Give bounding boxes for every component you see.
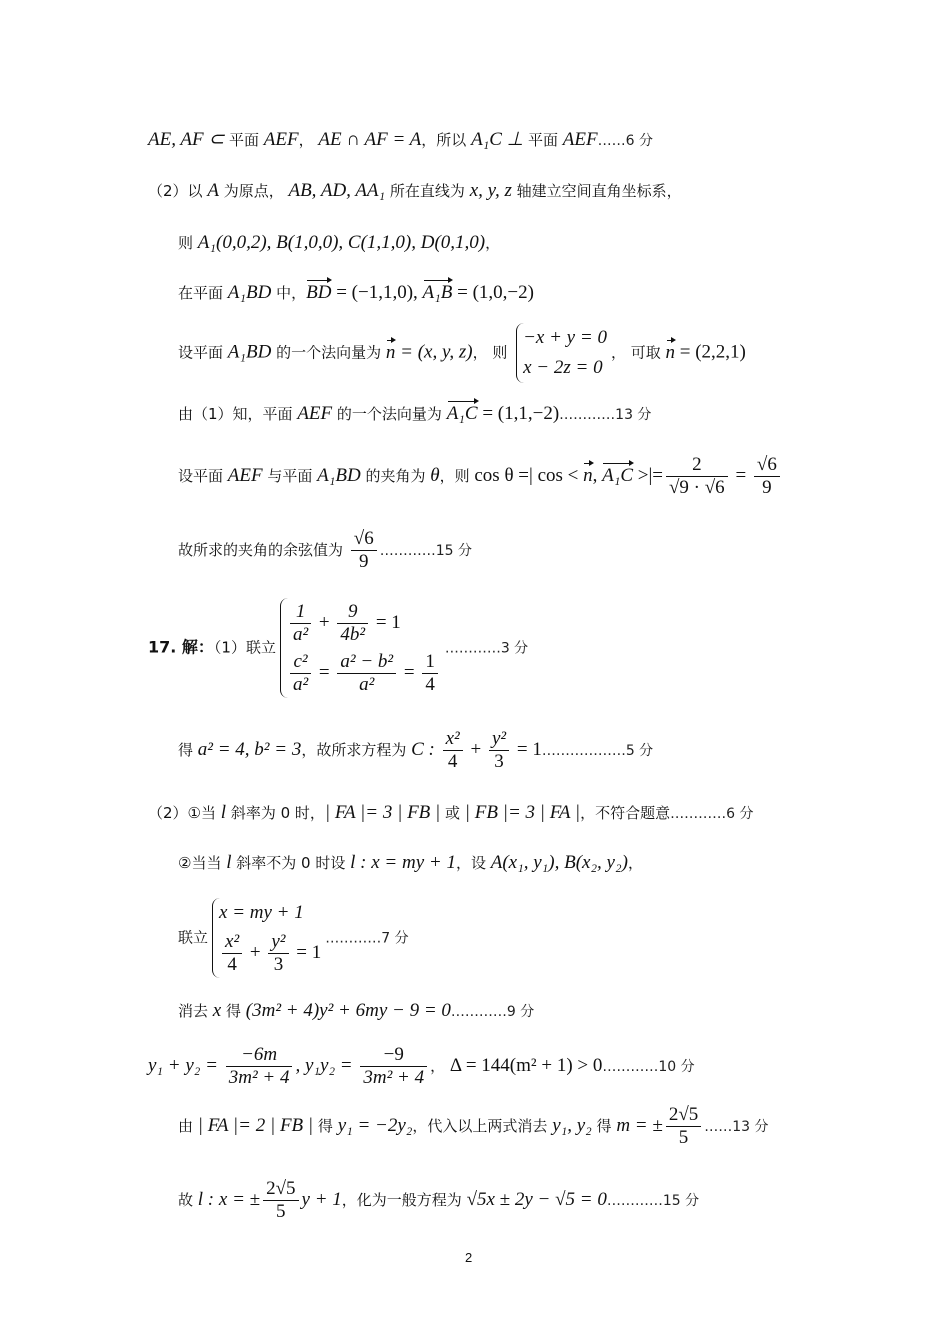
text: ，所以 xyxy=(421,131,472,149)
text: 为原点， xyxy=(218,182,289,200)
text: 在平面 xyxy=(178,284,228,302)
text: 则 xyxy=(178,234,198,252)
line-15 xyxy=(148,1044,695,1089)
math: y + 1 xyxy=(301,1189,342,1210)
line-7 xyxy=(178,454,783,499)
vector-n: n xyxy=(583,465,593,486)
text: 设平面 xyxy=(178,343,228,362)
text: （1）联立 xyxy=(213,638,276,657)
text: （2）①当 xyxy=(148,804,221,822)
math: A₁BD xyxy=(317,465,361,486)
score: …………7 分 xyxy=(325,930,409,947)
problem-label: 17. 解： xyxy=(148,637,214,657)
text: 斜率为 0 时， xyxy=(226,804,325,822)
math: y₁, y₂ xyxy=(552,1115,592,1136)
numerator: a² − b² xyxy=(337,651,396,674)
text: 所在直线为 xyxy=(385,182,470,200)
fraction xyxy=(263,1178,298,1223)
text: 轴建立空间直角坐标系， xyxy=(511,182,682,200)
numerator: 1 xyxy=(422,651,438,674)
math: θ xyxy=(430,465,440,486)
text: ， xyxy=(298,131,319,149)
math: l xyxy=(220,802,227,823)
math: AE ∩ AF = A xyxy=(318,129,422,150)
fraction xyxy=(443,728,463,773)
numerator: 2√5 xyxy=(666,1104,701,1127)
fraction xyxy=(222,931,242,976)
denominator: a² xyxy=(292,624,309,645)
equation: x − 2z = 0 xyxy=(523,357,603,378)
text: 平面 xyxy=(528,131,563,149)
math: Δ = 144(m² + 1) > 0 xyxy=(449,1055,603,1076)
math: AEF xyxy=(263,129,299,150)
fraction xyxy=(489,728,509,773)
text: 消去 xyxy=(178,1002,213,1020)
math: = (1,1,−2) xyxy=(477,403,560,424)
score: …………6 分 xyxy=(670,806,754,822)
text: 故 xyxy=(178,1191,198,1209)
text: ， 可取 xyxy=(610,343,666,362)
vector-a1c: A₁C xyxy=(602,465,634,486)
math: A(x₁, y₁), B(x₂, y₂) xyxy=(490,852,628,873)
line-9 xyxy=(148,598,528,698)
denominator: 5 xyxy=(276,1201,286,1222)
math: = (1,0,−2) xyxy=(452,282,534,303)
text: 斜率不为 0 时设 xyxy=(231,854,351,872)
score: ………………5 分 xyxy=(541,743,654,759)
equation: −x + y = 0 xyxy=(523,327,607,348)
math: = xyxy=(314,662,335,683)
math: = xyxy=(399,662,420,683)
vector-a1c: A₁C xyxy=(446,403,478,424)
numerator: √6 xyxy=(351,528,377,551)
score: ……13 分 xyxy=(704,1119,769,1135)
text: 设平面 xyxy=(178,467,228,485)
score: …………10 分 xyxy=(602,1059,695,1075)
line-2 xyxy=(148,180,682,202)
fraction xyxy=(226,1044,293,1089)
vector-bd: BD xyxy=(306,282,332,303)
line-6 xyxy=(178,403,651,426)
score: …………9 分 xyxy=(450,1004,535,1020)
line-17 xyxy=(178,1178,699,1223)
text: ， xyxy=(430,1057,450,1075)
math: | FA |= 2 | FB | xyxy=(197,1115,314,1136)
text: ，故所求方程为 xyxy=(301,741,412,759)
numerator: 2 xyxy=(666,454,728,477)
math: + xyxy=(465,739,486,760)
math: AEF xyxy=(227,465,263,486)
denominator: 5 xyxy=(678,1127,689,1148)
text: 由 xyxy=(178,1117,198,1135)
denominator: 9 xyxy=(359,551,369,572)
fraction xyxy=(360,1044,427,1089)
vector-a1b: A₁B xyxy=(422,282,453,303)
numerator: 2√5 xyxy=(263,1178,298,1201)
line-1 xyxy=(148,129,653,152)
fraction xyxy=(754,454,780,499)
math: y₁ + y₂ = xyxy=(148,1055,223,1076)
score: …………13 分 xyxy=(559,407,652,423)
math: y₁ = −2y₂ xyxy=(337,1115,413,1136)
line-16 xyxy=(178,1104,769,1149)
numerator: √6 xyxy=(754,454,780,477)
denominator: 4b² xyxy=(340,624,366,645)
math: C : xyxy=(411,739,440,760)
denominator: 3 xyxy=(494,751,504,772)
fraction xyxy=(351,528,377,573)
denominator: √9 · √6 xyxy=(669,477,725,498)
text: 与平面 xyxy=(262,467,318,485)
fraction xyxy=(337,601,368,646)
line-14 xyxy=(178,1000,534,1023)
math: | FB |= 3 | FA | xyxy=(464,802,581,823)
score: …………15 分 xyxy=(379,543,472,559)
vector-n: n xyxy=(385,341,396,363)
text: （2）以 xyxy=(148,182,208,200)
numerator: c² xyxy=(290,651,311,674)
text: ， 则 xyxy=(472,343,513,362)
math: (3m² + 4)y² + 6my − 9 = 0 xyxy=(245,1000,451,1021)
math: l xyxy=(226,852,232,873)
denominator: 3m² + 4 xyxy=(363,1067,425,1088)
denominator: 4 xyxy=(425,674,435,695)
fraction xyxy=(422,651,438,696)
numerator: y² xyxy=(489,728,509,751)
denominator: 4 xyxy=(227,954,237,975)
denominator: a² xyxy=(359,674,375,695)
text: 的一个法向量为 xyxy=(332,405,447,423)
math: + xyxy=(245,942,266,963)
text: 平面 xyxy=(229,131,264,149)
denominator: 3 xyxy=(273,954,284,975)
line-8 xyxy=(178,528,472,573)
equation-system xyxy=(516,323,607,383)
fraction xyxy=(666,1104,701,1149)
numerator: −9 xyxy=(360,1044,427,1067)
math: m = ± xyxy=(616,1115,663,1136)
text: 故所求的夹角的余弦值为 xyxy=(178,541,348,559)
line-5 xyxy=(178,323,746,383)
numerator: 1 xyxy=(290,601,311,624)
score: …………15 分 xyxy=(606,1193,700,1209)
math: AEF xyxy=(562,129,598,150)
math: , y₁y₂ = xyxy=(295,1055,358,1076)
math: a² = 4, b² = 3 xyxy=(197,739,302,760)
numerator: −6m xyxy=(226,1044,293,1067)
math: l : x = ± xyxy=(197,1189,261,1210)
text: 得 xyxy=(221,1002,246,1020)
text: ， xyxy=(485,234,501,252)
math: = 1 xyxy=(291,942,322,963)
math: x xyxy=(212,1000,222,1021)
text: 得 xyxy=(313,1117,338,1135)
math: A₁BD xyxy=(227,341,272,363)
math: = (−1,1,0), xyxy=(331,282,423,303)
math: >|= xyxy=(633,465,663,486)
score: ……6 分 xyxy=(597,133,653,149)
text: 的夹角为 xyxy=(360,467,431,485)
fraction xyxy=(666,454,728,499)
math: AE, AF ⊂ xyxy=(148,129,230,150)
fraction xyxy=(290,601,311,646)
line-3 xyxy=(178,232,500,254)
text: 联立 xyxy=(178,928,209,947)
text: ，不符合题意 xyxy=(580,804,671,822)
denominator: 4 xyxy=(447,751,458,772)
text: 由（1）知，平面 xyxy=(178,405,298,423)
math: l : x = my + 1 xyxy=(350,852,456,873)
numerator: 9 xyxy=(337,601,368,624)
text: 的一个法向量为 xyxy=(271,343,386,362)
math: AB, AD, AA₁ xyxy=(288,180,386,201)
math: A xyxy=(207,180,219,201)
equation-system xyxy=(280,598,441,698)
math: cos θ =| cos < xyxy=(474,465,584,486)
math: x, y, z xyxy=(469,180,512,201)
text: ②当当 xyxy=(178,854,227,872)
fraction xyxy=(268,931,288,976)
numerator: y² xyxy=(268,931,288,954)
denominator: 3m² + 4 xyxy=(228,1067,290,1088)
math: | FA |= 3 | FB | xyxy=(324,802,446,823)
math: AEF xyxy=(297,403,333,424)
math: = 1 xyxy=(371,612,401,633)
math: A₁BD xyxy=(227,282,272,303)
numerator: x² xyxy=(222,931,242,954)
fraction xyxy=(337,651,396,696)
text: ，代入以上两式消去 xyxy=(412,1117,553,1135)
math: = 1 xyxy=(512,739,542,760)
line-13 xyxy=(178,898,409,978)
line-12 xyxy=(178,852,643,874)
math: A₁(0,0,2), B(1,0,0), C(1,1,0), D(0,1,0) xyxy=(197,232,486,253)
line-11 xyxy=(148,802,754,825)
score: …………3 分 xyxy=(444,640,529,657)
math: = (2,2,1) xyxy=(675,341,746,363)
equation: x = my + 1 xyxy=(219,902,304,923)
text: 得 xyxy=(591,1117,617,1135)
text: ，化为一般方程为 xyxy=(341,1191,467,1209)
math: = (x, y, z) xyxy=(395,341,473,363)
math: A₁C ⊥ xyxy=(471,129,529,150)
page-number: 2 xyxy=(465,1250,473,1265)
text: ，则 xyxy=(439,467,475,485)
text: ，设 xyxy=(455,854,491,872)
math: = xyxy=(730,465,751,486)
fraction xyxy=(290,651,311,696)
text: 中， xyxy=(271,284,307,302)
text: 得 xyxy=(178,741,198,759)
vector-n: n xyxy=(665,341,675,363)
line-4 xyxy=(178,282,534,304)
numerator: x² xyxy=(443,728,463,751)
denominator: 9 xyxy=(762,477,772,498)
denominator: a² xyxy=(292,674,309,695)
math: + xyxy=(314,612,335,633)
equation-system xyxy=(212,898,321,978)
line-10 xyxy=(178,728,653,773)
math: √5x ± 2y − √5 = 0 xyxy=(466,1189,607,1210)
math: , xyxy=(592,465,603,486)
text: ， xyxy=(627,854,643,872)
text: 或 xyxy=(445,804,465,822)
